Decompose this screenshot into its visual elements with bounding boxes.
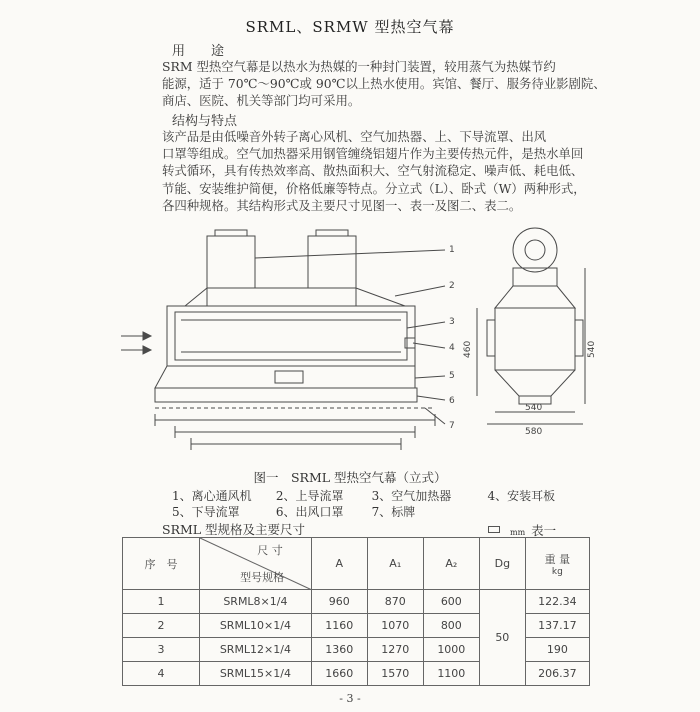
header-a: A (311, 538, 367, 590)
figure-caption: 图一 SRML 型热空气幕（立式） (253, 470, 447, 485)
header-dim: 尺 寸 (257, 544, 283, 557)
cell-a1: 1070 (367, 614, 423, 638)
page-number: - 3 - (339, 692, 361, 705)
header-dg: Dg (479, 538, 525, 590)
cell-a2: 1100 (423, 662, 479, 686)
legend-item: 1、离心通风机 (172, 489, 252, 503)
dim-label: 460 (463, 340, 473, 358)
use-heading: 用 途 (172, 44, 225, 59)
cell-seq: 3 (123, 638, 200, 662)
cell-model: SRML15×1/4 (200, 662, 312, 686)
cell-a: 1360 (311, 638, 367, 662)
structure-line: 口罩等组成。空气加热器采用钢管缠绕铝翅片作为主要传热元件，是热水单回 (162, 146, 584, 162)
figure-drawing (115, 228, 595, 466)
use-paragraph (162, 58, 606, 110)
legend-item: 5、下导流罩 (172, 505, 240, 519)
header-model: 型号规格 (240, 571, 285, 584)
cell-weight: 206.37 (525, 662, 589, 686)
cell-a2: 1000 (423, 638, 479, 662)
table-header-row (123, 538, 590, 590)
structure-line: 各四种规格。其结构形式及主要尺寸见图一、表一及图二、表二。 (162, 197, 522, 213)
structure-paragraph (162, 128, 586, 214)
callout-6: 6 (449, 396, 455, 406)
cell-seq: 2 (123, 614, 200, 638)
air-curtain-drawing (115, 228, 595, 466)
legend-item: 4、安装耳板 (487, 489, 556, 503)
legend-row (172, 487, 555, 504)
callout-1: 1 (449, 245, 455, 255)
cell-model: SRML12×1/4 (200, 638, 312, 662)
cell-a: 1160 (311, 614, 367, 638)
table-number: 表一 (531, 523, 557, 538)
unit-box (488, 526, 500, 533)
cell-seq: 1 (123, 590, 200, 614)
cell-weight: 190 (525, 638, 589, 662)
use-line: 能源，适于 70℃～90℃或 90℃以上热水使用。宾馆、餐厅、服务待业影剧院、 (162, 76, 606, 92)
cell-a2: 600 (423, 590, 479, 614)
cell-weight: 137.17 (525, 614, 589, 638)
callout-5: 5 (449, 371, 455, 381)
callout-7: 7 (449, 421, 455, 431)
table-row (123, 590, 590, 614)
unit-label: mm (510, 528, 526, 537)
header-weight (525, 538, 589, 590)
cell-seq: 4 (123, 662, 200, 686)
dim-label: 540 (587, 340, 597, 358)
callout-2: 2 (449, 281, 455, 291)
legend-item: 2、上导流罩 (275, 489, 344, 503)
cell-a1: 1270 (367, 638, 423, 662)
cell-dg: 50 (479, 590, 525, 686)
structure-heading: 结构与特点 (172, 114, 238, 129)
cell-model: SRML8×1/4 (200, 590, 312, 614)
header-seq: 序 号 (123, 538, 200, 590)
header-a1: A₁ (367, 538, 423, 590)
legend-row (172, 503, 415, 520)
cell-model: SRML10×1/4 (200, 614, 312, 638)
dim-label: 540 (525, 403, 543, 413)
header-weight-unit: kg (551, 566, 563, 577)
legend-item: 7、标牌 (371, 505, 416, 519)
header-diagonal-cell (200, 538, 312, 590)
header-a2: A₂ (423, 538, 479, 590)
callout-4: 4 (449, 343, 455, 353)
spec-table (122, 537, 590, 686)
callout-3: 3 (449, 317, 455, 327)
legend-item: 6、出风口罩 (275, 505, 344, 519)
structure-line: 节能、安装维护简便，价格低廉等特点。分立式（L）、卧式（W）两种形式， (162, 180, 586, 196)
structure-line: 转式循环，具有传热效率高、散热面积大、空气射流稳定、噪声低、耗电低、 (162, 163, 584, 179)
table-title: SRML 型规格及主要尺寸 (162, 522, 306, 537)
use-line: 商店、医院、机关等部门均可采用。 (162, 93, 361, 109)
header-weight-label: 重 量 (544, 552, 571, 566)
cell-a1: 870 (367, 590, 423, 614)
cell-weight: 122.34 (525, 590, 589, 614)
legend-item: 3、空气加热器 (371, 489, 452, 503)
cell-a2: 800 (423, 614, 479, 638)
cell-a1: 1570 (367, 662, 423, 686)
cell-a: 1660 (311, 662, 367, 686)
structure-line: 该产品是由低噪音外转子离心风机、空气加热器、上、下导流罩、出风 (162, 129, 547, 144)
page-title: SRML、SRMW 型热空气幕 (245, 18, 455, 36)
use-line: SRM 型热空气幕是以热水为热媒的一种封门装置，较用蒸气为热媒节约 (162, 59, 556, 74)
dim-label: 580 (525, 427, 543, 437)
cell-a: 960 (311, 590, 367, 614)
